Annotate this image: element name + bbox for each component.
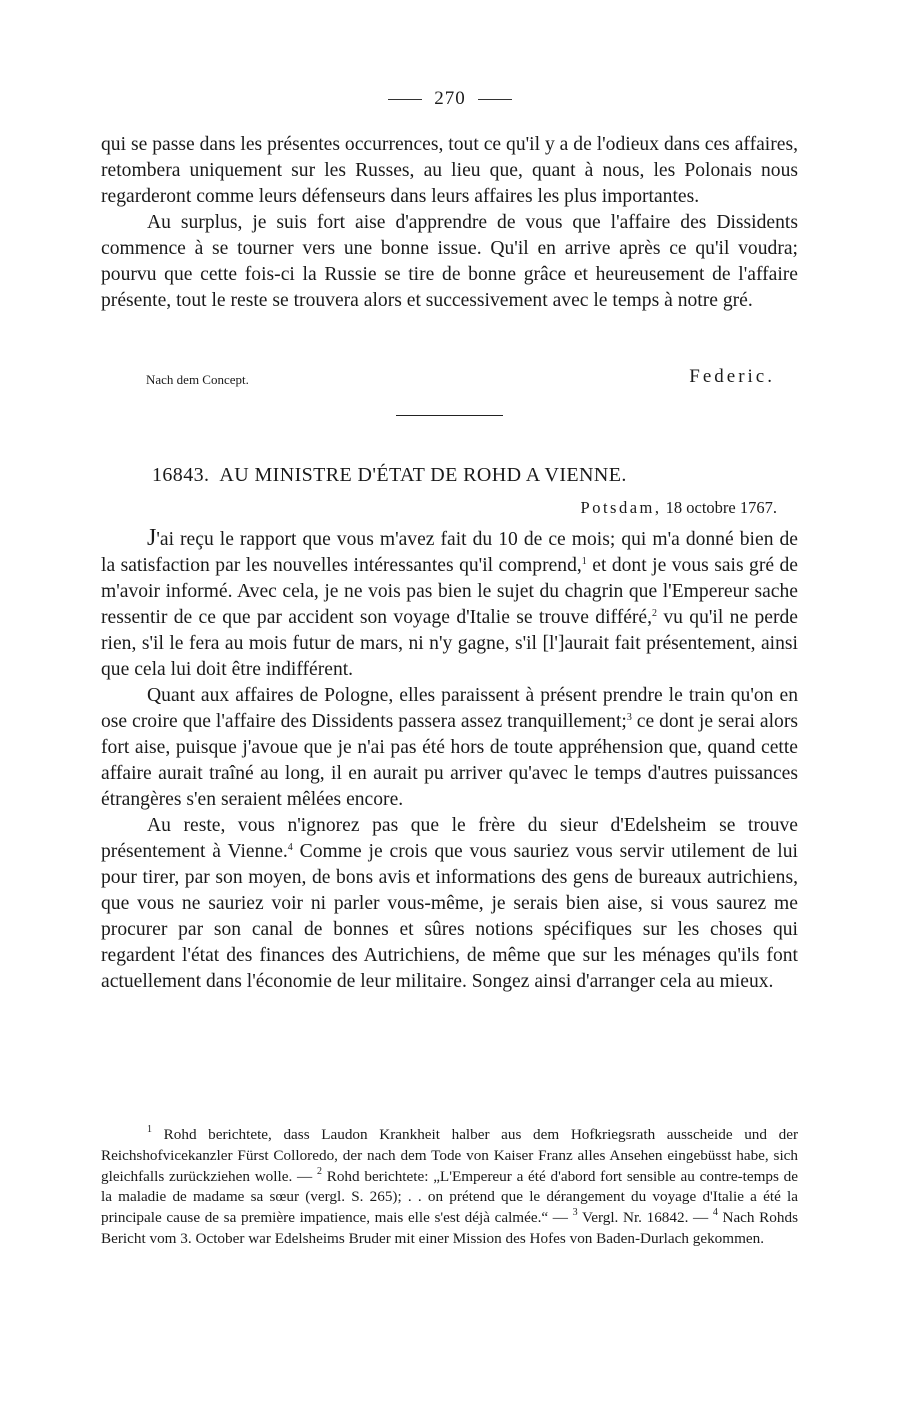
letter-paragraph — [101, 683, 798, 813]
letter-title: AU MINISTRE D'ÉTAT DE ROHD A VIENNE. — [219, 464, 627, 486]
page-number-text: 270 — [434, 88, 466, 109]
page-number — [0, 88, 900, 110]
letter-dateline — [400, 498, 777, 518]
paragraph-text: ce dont je serai alors fort aise, puisque j'avoue que je n'ai pas été hors de toute appréhension que, quand cette affaire aurait traîné au long, il en aurait pu arriver qu'avec le temps d'autres puissances étrangères s'en seraient mêlées encore. — [101, 711, 799, 810]
letter-body — [101, 525, 798, 995]
footnote-marker: 2 — [316, 1165, 322, 1177]
footnote-text: Vergl. Nr. 16842. — — [577, 1209, 713, 1227]
footnote-text: Rohd berichtete, dass Laudon Krankheit halber aus dem Hofkriegsrath ausscheide und der Reichshofvicekanzler Fürst Colloredo, der nach dem Tode von Kaiser Franz alles Ansehen eingebüsst habe, sich gleichfalls zurückziehen wolle. — — [101, 1126, 798, 1185]
footnote-ref: 2 — [652, 608, 658, 619]
footnote-ref: 1 — [581, 556, 587, 567]
footnote-marker: 4 — [712, 1207, 718, 1219]
footnote-ref: 3 — [626, 712, 632, 723]
section-separator — [396, 415, 503, 416]
letter-place: Potsdam, — [580, 498, 662, 517]
footnote-marker: 3 — [572, 1207, 578, 1219]
footnotes — [101, 1125, 798, 1250]
letter-number: 16843. — [152, 464, 210, 486]
concept-note: Nach dem Concept. — [146, 372, 249, 387]
paragraph-text: Au reste, vous n'ignorez pas que le frère du sieur d'Edelsheim se trouve présentement à Vienne. — [101, 815, 798, 862]
paragraph-text: 'ai reçu le rapport que vous m'avez fait du 10 de ce mois; qui m'a donné bien de la satisfaction par les nouvelles intéressantes qu'il comprend, — [101, 529, 798, 576]
previous-letter-continuation — [101, 132, 798, 314]
signature: Federic. — [689, 366, 775, 387]
footnote-text: Rohd berichtete: „L'Empereur a été d'abord fort sensible au contre-temps de la maladie de madame sa sœur (vergl. S. 265); . . on prétend que le dérangement du voyage d'Italie a été la principale cause de sa première impatience, mais elle s'est déjà calmée.“ — — [101, 1167, 798, 1227]
footnote-marker: 1 — [147, 1124, 152, 1135]
footnote-text: Nach Rohds Bericht vom 3. October war Edelsheims Bruder mit einer Mission des Hofes von Baden-Durlach gekommen. — [101, 1209, 798, 1247]
letter-paragraph — [101, 813, 798, 995]
page-number-dash-left — [388, 99, 422, 100]
letter-heading — [152, 464, 792, 487]
paragraph-text: et dont je vous sais gré de m'avoir informé. Avec cela, je ne vois pas bien le sujet du chagrin que l'Empereur sache ressentir de ce que par accident son voyage d'Italie se trouve différé, — [101, 555, 798, 628]
page-number-dash-right — [478, 99, 512, 100]
continuation-paragraph: Au surplus, je suis fort aise d'apprendre de vous que l'affaire des Dissidents commence à se tourner vers une bonne issue. Qu'il en arrive après ce qu'il voudra; pourvu que cette fois-ci la Russie se tire de bonne grâce et heureusement de l'affaire présente, tout le reste se trouvera alors et successivement avec le temps à notre gré. — [101, 212, 798, 311]
footnote-ref: 4 — [287, 842, 293, 853]
letter-date: 18 octobre 1767. — [665, 498, 777, 517]
letter-paragraph — [101, 525, 798, 683]
paragraph-text: Comme je crois que vous sauriez vous servir utilement de lui pour tirer, par son moyen, de bons avis et informations des gens de bureaux autrichiens, que vous ne sauriez voir ni parler vous-même, je serais bien aise, si vous saurez me procurer par son canal de bonnes et sûres notions spécifiques sur les choses qui regardent l'état des finances des Autrichiens, de même que sur les ménages qu'ils font actuellement dans l'économie de leur militaire. Songez ainsi d'arranger cela au mieux. — [101, 841, 798, 992]
signature-line — [101, 366, 775, 390]
paragraph-text: vu qu'il ne perde rien, s'il le fera au mois futur de mars, ni n'y gagne, s'il [l']aurait fait présentement, ainsi que cela lui doit être indifférent. — [101, 607, 798, 680]
continuation-paragraph: qui se passe dans les présentes occurrences, tout ce qu'il y a de l'odieux dans ces affaires, retombera uniquement sur les Russes, au lieu que, quant à nous, les Polonais nous regarderont comme leurs défenseurs dans leurs affaires les plus importantes. — [101, 134, 798, 207]
drop-cap: J — [147, 525, 157, 551]
paragraph-text: Quant aux affaires de Pologne, elles paraissent à présent prendre le train qu'on en ose croire que l'affaire des Dissidents passera assez tranquillement; — [101, 685, 798, 732]
footnote-paragraph — [101, 1125, 798, 1250]
